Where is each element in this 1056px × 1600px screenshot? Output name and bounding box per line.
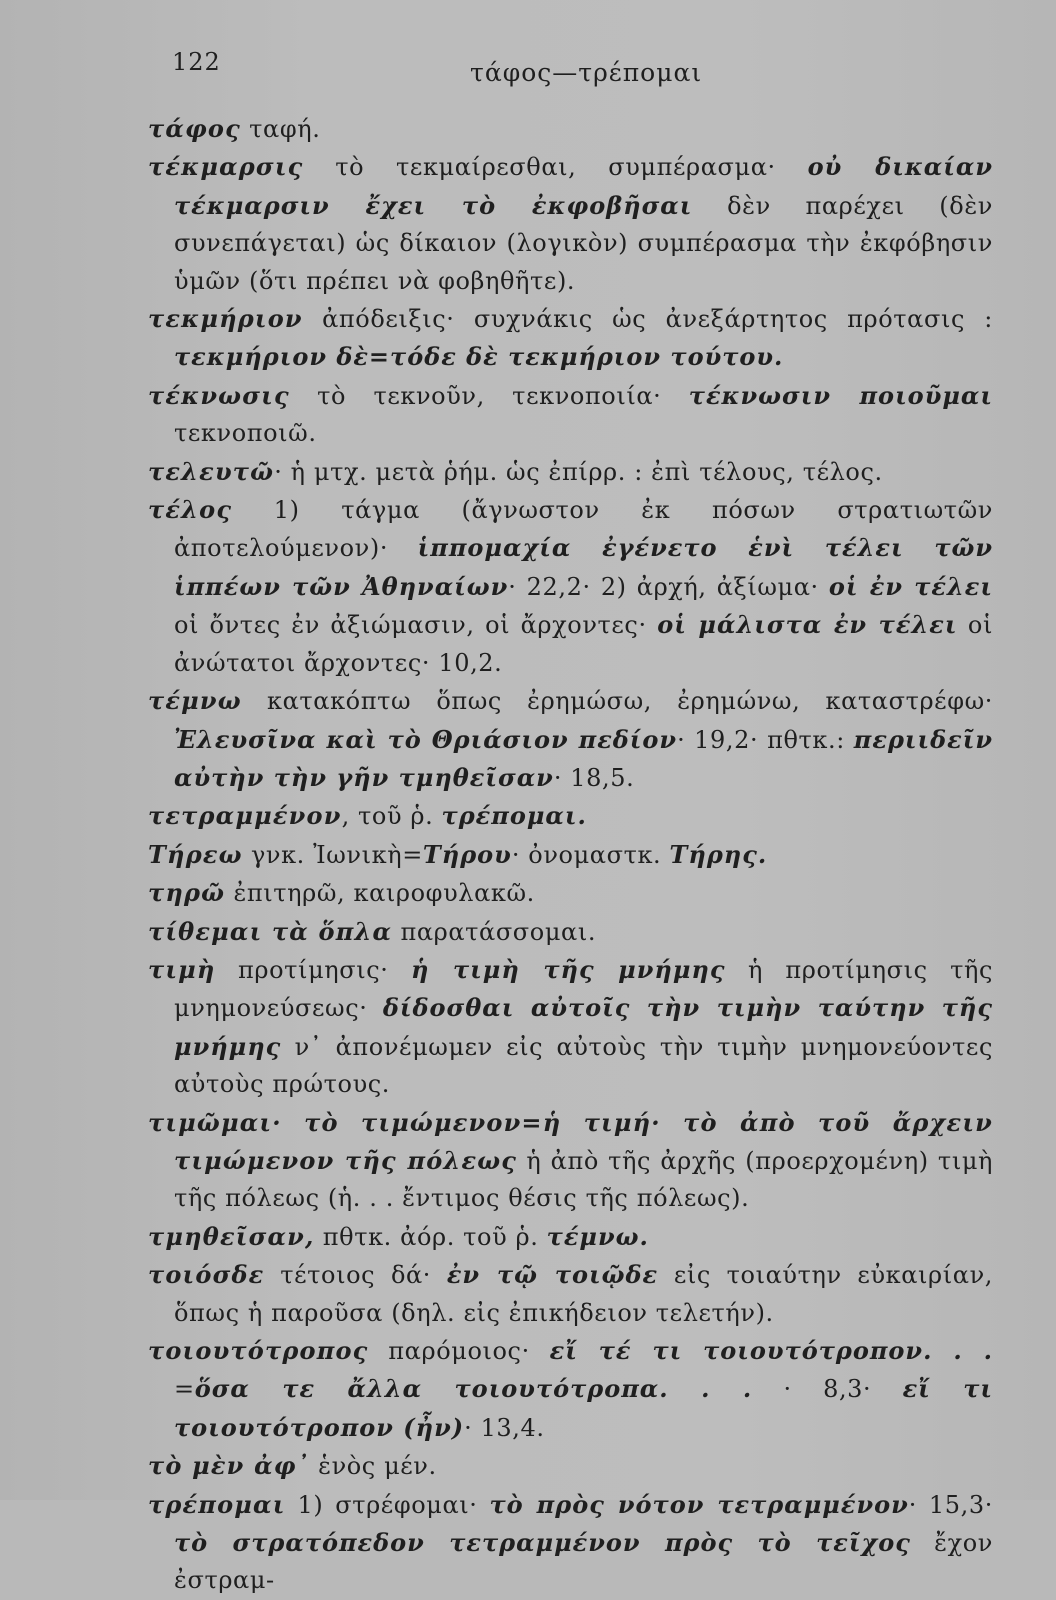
definition: ταφή.	[240, 115, 321, 143]
example-phrase: ἱππομαχία ἐγένετο ἑνὶ τέλει τῶν ἱππέων τῶν Ἀθηναίων	[174, 533, 993, 601]
entry-tetrammenon	[148, 797, 993, 835]
definition: 1) στρέφομαι·	[285, 1490, 490, 1519]
example-phrase: τέμνω.	[546, 1221, 649, 1251]
entry-tekmerion	[148, 300, 993, 377]
example-phrase: τρέπομαι.	[441, 801, 587, 831]
headword: τμηθεῖσαν,	[148, 1221, 315, 1251]
gloss: · 8,3·	[752, 1375, 903, 1404]
gloss: · 22,2· 2) ἀρχή, ἀξίωμα·	[508, 572, 829, 601]
entry-timomai	[148, 1104, 993, 1218]
entry-telos	[148, 491, 993, 682]
example-phrase: τέκνωσιν ποιοῦμαι	[688, 380, 993, 410]
headword: τιμὴ	[148, 954, 216, 984]
running-head: τάφος—τρέπομαι	[470, 58, 703, 87]
gloss: · 13,4.	[464, 1413, 545, 1442]
headword: τρέπομαι	[148, 1489, 286, 1519]
definition: ἐπιτηρῶ, καιροφυλακῶ.	[225, 879, 535, 908]
definition: τὸ τεκμαίρεσθαι, συμπέρασμα·	[303, 153, 808, 182]
entry-tekmarsis	[148, 148, 993, 300]
headword: τάφος	[148, 114, 241, 143]
entry-tithemai	[148, 913, 993, 951]
definition: ἡ ἀπὸ τῆς ἀρχῆς (προερχομένη) τιμὴ τῆς πόλεως (ἡ. . . ἔντιμος θέσις τῆς πόλεως).	[174, 1146, 993, 1213]
gloss: ἔχον ἐστραμ-	[174, 1529, 993, 1595]
entry-toiosde	[148, 1256, 993, 1332]
definition: προτίμησις·	[215, 955, 411, 984]
example-phrase: Τήρης.	[669, 839, 768, 869]
example-phrase: εἴ τι τοιουτότροπον (ἦν)	[174, 1374, 993, 1442]
example-phrase: ὅσα τε ἄλλα τοιουτότροπα. . .	[194, 1374, 753, 1404]
example-phrase: περιιδεῖν αὐτὴν τὴν γῆν τμηθεῖσαν	[174, 724, 994, 792]
gloss: =	[174, 1375, 195, 1404]
gloss: · 18,5.	[553, 763, 635, 792]
headword: τετραμμένον	[148, 801, 342, 831]
gloss: οἱ ὄντες ἐν ἀξιώμασιν, οἱ ἄρχοντες·	[174, 611, 658, 640]
headword: τέμνω	[148, 686, 242, 716]
headword: τέλος	[148, 495, 233, 525]
example-phrase: εἴ τέ τι τοιουτότροπον. . .	[549, 1336, 993, 1365]
gloss: · 15,3·	[908, 1490, 993, 1519]
example-phrase: τὸ στρατόπεδον τετραμμένον πρὸς τὸ τεῖχος	[174, 1528, 911, 1558]
headword: τοιόσδε	[148, 1260, 265, 1290]
gloss: ν᾽ ἀπονέμωμεν εἰς αὐτοὺς τὴν τιμὴν μνημονεύοντες αὐτοὺς πρώτους.	[174, 1032, 993, 1099]
example-phrase: οἱ μάλιστα ἐν τέλει	[657, 610, 958, 640]
gloss: οἱ ἀνώτατοι ἄρχοντες· 10,2.	[174, 611, 993, 677]
entry-temno	[148, 682, 993, 797]
entry-tmetheisan	[148, 1218, 993, 1256]
entry-toioutotropos	[148, 1332, 993, 1447]
headword: τοιουτότροπος	[148, 1336, 369, 1365]
headword: τεκμήριον	[148, 304, 303, 334]
headword: τιμῶμαι· τὸ τιμώμενον=ἡ τιμή· τὸ ἀπὸ τοῦ ἄρχειν τιμώμενον τῆς πόλεως	[148, 1107, 993, 1175]
definition: παρατάσσομαι.	[392, 917, 597, 946]
definition: παρόμοιος·	[368, 1337, 550, 1365]
entry-tereo	[148, 836, 993, 874]
definition: τέτοιος δά·	[264, 1261, 447, 1290]
example-phrase: τὸ πρὸς νότον τετραμμένον	[489, 1489, 909, 1519]
example-phrase: τεκμήριον δὲ=τόδε δὲ τεκμήριον τούτου.	[174, 342, 784, 372]
headword: τηρῶ	[148, 878, 226, 908]
definition: 1) τάγμα (ἄγνωστον ἐκ πόσων στρατιωτῶν ἀποτελούμενον)·	[174, 496, 993, 563]
entry-to-men-aph	[148, 1447, 993, 1485]
gloss: ἡ προτίμησις τῆς μνημονεύσεως·	[174, 955, 993, 1023]
example-phrase: ἡ τιμὴ τῆς μνήμης	[410, 954, 726, 984]
entry-tero	[148, 874, 993, 912]
entry-teknosis	[148, 377, 993, 453]
glossary-entries	[148, 110, 993, 1600]
headword: τελευτῶ	[148, 456, 275, 486]
entry-teleuto	[148, 453, 993, 491]
definition: ἀπόδειξις· συχνάκις ὡς ἀνεξάρτητος πρότασις :	[302, 305, 993, 334]
gloss: τεκνοποιῶ.	[174, 419, 317, 448]
entry-time	[148, 951, 993, 1104]
gloss: · 19,2· πθτκ.:	[677, 725, 854, 754]
example-phrase: οὐ δικαίαν τέκμαρσιν ἔχει τὸ ἐκφοβῆσαι	[174, 152, 994, 220]
example-phrase: δίδοσθαι αὐτοῖς τὴν τιμὴν ταύτην τῆς μνήμης	[174, 993, 993, 1061]
definition: , τοῦ ῥ.	[341, 802, 442, 831]
gloss: δὲν παρέχει (δὲν συνεπάγεται) ὡς δίκαιον (λογικὸν) συμπέρασμα τὴν ἐκφόβησιν ὑμῶν (ὅτι πρέπει νὰ φοβηθῆτε).	[174, 191, 993, 295]
entry-trepomai	[148, 1486, 993, 1600]
gloss: · ὀνομαστκ.	[511, 840, 670, 869]
example-phrase: Τήρου	[422, 839, 512, 869]
example-phrase: Ἐλευσῖνα καὶ τὸ Θριάσιον πεδίον	[174, 724, 678, 754]
headword: τέκμαρσις	[148, 152, 304, 182]
headword: τὸ μὲν ἀφ᾽	[148, 1451, 310, 1481]
example-phrase: ἐν τῷ τοιῷδε	[446, 1260, 659, 1290]
definition: γνκ. Ἰωνικὴ=	[242, 840, 423, 869]
headword: τίθεμαι τὰ ὅπλα	[148, 916, 393, 946]
definition: · ἡ μτχ. μετὰ ῥήμ. ὡς ἐπίρρ. : ἐπὶ τέλους, τέλος.	[274, 457, 883, 486]
definition: πθτκ. ἀόρ. τοῦ ῥ.	[314, 1222, 547, 1251]
example-phrase: οἱ ἐν τέλει	[828, 571, 993, 601]
definition: ἑνὸς μέν.	[309, 1452, 437, 1481]
definition: κατακόπτω ὅπως ἐρημώσω, ἐρημώνω, καταστρέφω·	[241, 687, 993, 716]
page-number: 122	[172, 48, 221, 76]
entry-tafos	[148, 110, 993, 148]
definition: τὸ τεκνοῦν, τεκνοποιία·	[289, 381, 689, 410]
headword: Τήρεω	[148, 839, 243, 869]
gloss: εἰς τοιαύτην εὐκαιρίαν, ὅπως ἡ παροῦσα (δηλ. εἰς ἐπικήδειον τελετήν).	[174, 1261, 994, 1327]
headword: τέκνωσις	[148, 380, 290, 410]
